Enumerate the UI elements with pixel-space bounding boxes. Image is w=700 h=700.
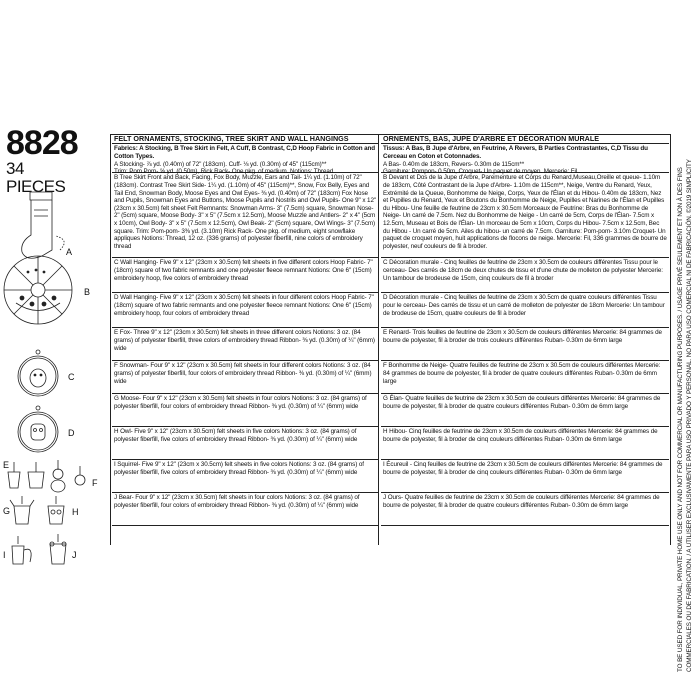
english-fabrics-and-view-a [112,143,378,176]
english-view-e-text: E Fox- Three 9" x 12" (23cm x 30.5cm) felt sheets in three different colors Notions: 3 oz. (84 grams) of polyester fiberfill, three colors of embroidery thread Ribbon- ⅜ yd. (0.30m) of ¼" (6mm) wide [114,329,375,352]
pieces-count: 34 PIECES [6,159,66,196]
french-view-h-text: H Hibou- Cinq feuilles de feutrine de 23cm x 30.5cm de couleurs différentes Mercerie: 84 grammes de bourre de polyester, fil à broder de cinq couleurs différentes Ruban- 0.30m de 6mm large [383,428,658,443]
ornament-e-f-illustration [8,460,85,492]
french-view-b-text: B Devant et Dos de la Jupe d'Arbre, Parementure et Corps du Renard,Museau,Oreille et queue- 1.10m de 183cm, Côté Contrastant de la Jupe d'Arbre- 1.10m de 115cm**, Neige, Ventre du Renard, Yeux, Extrémité de la Queue, Bonhomme de Neige, Corps, Yeux de l'Élan et du Hibou- 0.40m de 183cm, Nez et Pupilles du Renard, Yeux et Boutons du Bonhomme de Neige, Pupilles et Narines de l'Élan et Pupilles du Hibou- Une feuille de feutrine de 23cm x 30.5cm Morceaux de Feutrine: Bras du Bonhomme de Neige- Un carré de 7.5cm. Nez du Bonhomme de Neige - Un carré de 5cm, Corps de l'Élan- 7.5cm x 12.5cm, Museau et Bois de l'Élan- Un morceau de 5cm x 10cm, Corps du Hibou- 7.5cm x 12.5cm, Bec du Hibou - Un carré de 5cm. Ailes du hibou- un carré de 7.5cm. Garniture: Pom-pom- 3.10m Croquet- Un paquet de croquet moyen, huit applications de flocons de neige. Mercerie: Fil, 336 grammes de bourre de polyester, neuf couleurs de fil à broder. [383,174,667,250]
french-view-j [381,492,669,526]
tree-skirt-illustration [4,256,72,324]
english-fabrics-intro: Fabrics: A Stocking, B Tree Skirt in Felt, A Cuff, B Contrast, C,D Hoop Fabric in Cotton and Cotton Types. [114,145,375,160]
english-view-a-trim: Trim: Pom Pom- ⅝ yd. (0.50m), Rick Rack- One pkg. of medium. Notions: Thread [114,168,334,176]
view-letter-i: I [3,550,6,560]
table-right-rule [670,134,671,545]
english-view-a-fabric: A Stocking- ⅞ yd. (0.40m) of 72" (183cm). Cuff- ⅛ yd. (0.30m) of 45" (115cm)** [114,160,327,168]
column-divider [378,134,379,545]
english-view-c [112,257,378,292]
french-view-i-text: I Écureuil - Cinq feuilles de feutrine de 23cm x 30.5cm de couleurs différentes Mercerie: 84 grammes de bourre de polyester, fil à broder de cinq couleurs différentes Ruban- 0.30m de 6mm large [383,461,663,476]
english-view-b [112,172,378,257]
french-fabrics-and-view-a [381,143,669,176]
english-view-h [112,426,378,459]
view-illustrations [0,180,110,600]
english-view-j [112,492,378,526]
french-view-g [381,393,669,426]
french-view-e [381,327,669,360]
french-view-c [381,257,669,292]
english-view-d [112,292,378,327]
view-letter-a: A [66,247,73,257]
english-view-g-text: G Moose- Four 9" x 12" (23cm x 30.5cm) felt sheets in four colors Notions: 3 oz. (84 grams) of polyester fiberfill, four colors of embroidery thread Ribbon- ⅜ yd. (0.30m) of ¼" (6mm) wide [114,395,367,410]
english-view-f [112,360,378,393]
view-letter-b: B [84,287,91,297]
wall-hanging-d-illustration [18,406,58,452]
wall-hanging-c-illustration [18,350,58,396]
french-fabrics-intro: Tissus: A Bas, B Jupe d'Arbre, en Feutrine, A Revers, B Parties Contrastantes, C,D Tissu du Cerceau en Coton et Cotonnades. [383,145,648,160]
english-view-f-text: F Snowman- Four 9" x 12" (23cm x 30.5cm) felt sheets in four different colors Notions: 3 oz. (84 grams) of polyester fiberfill, four colors of embroidery thread Ribbon- ⅜ yd. (0.30m) of ¼" (6mm) wide [114,362,372,385]
english-view-d-text: D Wall Hanging- Five 9" x 12" (23cm x 30.5cm) felt sheets in four different colors Hoop Fabric- 7" (18cm) square of two fabric remnants and one polyester fleece remnant Notions: One 6" (15cm) embroidery hoop, four colors of embroidery thread [114,294,374,317]
english-view-i-text: I Squirrel- Five 9" x 12" (23cm x 30.5cm) felt sheets in five colors Notions: 3 oz. (84 grams) of polyester fiberfill, five colors of embroidery thread Ribbon- ⅜ yd. (0.30m) of ¼" (6mm) wide [114,461,364,476]
table-left-rule [110,134,111,545]
usage-notice-line-1: TO BE USED FOR INDIVIDUAL, PRIVATE HOME USE ONLY AND NOT FOR COMMERCIAL OR MANUFACTURING PURPOSES. / USAGE PRIVÉ SEULEMENT ET NON À DES FINS [677,167,684,672]
usage-notice-line-2: COMMERCIALES OU DE FABRICATION. / A UTILISER EXCLUSIVAMENTE PARA USO PRIVADO Y PERSONAL. NO PARA USO COMERCIAL NI DE FABRICACIÓN. ©2019 SIMPLICITY [686,159,693,672]
french-heading: ORNEMENTS, BAS, JUPE D'ARBRE ET DÉCORATION MURALE [383,134,600,143]
english-heading: FELT ORNAMENTS, STOCKING, TREE SKIRT AND WALL HANGINGS [114,134,349,143]
french-view-e-text: E Renard- Trois feuilles de feutrine de 23cm x 30.5cm de couleurs différentes Mercerie: 84 grammes de bourre de polyester, fil à broder de trois couleurs différentes Ruban- 0.30m de 6mm large [383,329,662,344]
ornament-i-j-illustration [12,534,66,564]
view-letter-g: G [3,506,11,516]
english-view-j-text: J Bear- Four 9" x 12" (23cm x 30.5cm) felt sheets in four colors Notions: 3 oz. (84 grams) of polyester fiberfill, four colors of embroidery thread Ribbon- ⅜ yd. (0.30m) of ¼" (6mm) wide [114,494,360,509]
english-view-h-text: H Owl- Five 9" x 12" (23cm x 30.5cm) felt sheets in five colors Notions: 3 oz. (84 grams) of polyester fiberfill, five colors of embroidery thread Ribbon- ⅜ yd. (0.30m) of ¼" (6mm) wide [114,428,358,443]
french-view-a-trim: Garniture: Pompon- 0.50m, Croquet- Un paquet de moyen. Mercerie: Fil [383,168,578,176]
french-view-j-text: J Ours- Quatre feuilles de feutrine de 23cm x 30.5cm de couleurs différentes Mercerie: 84 grammes de bourre de polyester, fil à broder de quatre couleurs différentes Ruban- 0.30m de 6mm large [383,494,660,509]
french-view-f-text: F Bonhomme de Neige- Quatre feuilles de feutrine de 23cm x 30.5cm de couleurs différentes Mercerie: 84 grammes de bourre de polyester, fil à broder de quatre couleurs différentes Ruban- 0.30m de 6mm large [383,362,661,385]
view-letter-f: F [92,478,98,488]
french-view-h [381,426,669,459]
english-view-c-text: C Wall Hanging- Five 9" x 12" (23cm x 30.5cm) felt sheets in five different colors Hoop Fabric- 7" (18cm) square of two fabric remnants and one polyester fleece remnant Notions: One 6" (15cm) embroidery hoop, five colors of embroidery thread [114,259,373,282]
french-view-b [381,172,669,257]
ornament-g-h-illustration [10,496,64,524]
french-view-i [381,459,669,492]
english-view-b-text: B Tree Skirt Front and Back, Facing, Fox Body, Muzzle, Ears and Tail- 1¼ yd. (1.10m) of 72" (183cm). Contrast Tree Skirt Side- 1¼ yd. (1.10m) of 45" (115cm)**, Snow, Fox Belly, Eyes and Tail End, Snowman Body, Moose Eyes and Owl Eyes- ⅜ yd. (0.40m) of 72" (183cm) Fox Nose and Pupils, Snowman Eyes and Buttons, Moose Pupils and Nostrils and Owl Pupils- One 9" x 12" (23cm x 30.5cm) felt sheet Felt Remnants: Snowman Arms- 3" (7.5cm) square, Snowman Nose- 2" (5cm) square, Moose Body- 3" x 5" (7.5cm x 12.5cm), Moose Muzzle and Antlers- 2" x 4" (5cm x 10cm), Owl Body- 3" x 5" (7.5cm x 12.5cm), Owl Beak- 2" (5cm) square, Owl Wings- 3" (7.5cm) square. Trim: Pom-pom- 3⅜ yd. (3.10m) Rick Rack- One pkg. of medium, eight snowflake appliques Notions: Thread, 12 oz. (336 grams) of polyester fiberfill, nine colors of embroidery thread [114,174,376,250]
english-view-i [112,459,378,492]
view-letter-d: D [68,428,75,438]
english-view-g [112,393,378,426]
view-letter-j: J [72,550,77,560]
view-letter-e: E [3,460,10,470]
french-view-d [381,292,669,327]
stocking-illustration [22,192,64,258]
french-view-f [381,360,669,393]
english-yardage-column [112,134,378,526]
view-letter-h: H [72,507,79,517]
pattern-number: 8828 [6,124,78,162]
french-view-d-text: D Décoration murale - Cinq feuilles de feutrine de 23cm x 30.5cm de quatre couleurs différentes Tissu pour le cerceau- Des carrés de tissu et un carré de molleton de polyester de 18cm Mercerie: Un tambour de brodeuse de 15cm, quatre couleurs de fil à broder [383,294,665,317]
french-yardage-column [381,134,669,526]
english-view-e [112,327,378,360]
french-view-a-fabric: A Bas- 0.40m de 183cm, Revers- 0.30m de 115cm** [383,160,525,168]
french-view-g-text: G Élan- Quatre feuilles de feutrine de 23cm x 30.5cm de couleurs différentes Mercerie: 84 grammes de bourre de polyester, fil à broder de quatre couleurs différentes Ruban- 0.30m de 6mm large [383,395,661,410]
view-letter-c: C [68,372,75,382]
french-view-c-text: C Décoration murale - Cinq feuilles de feutrine de 23cm x 30.5cm de couleurs différentes Tissu pour le cerceau- Des carrés de 18cm de deux chutes de tissu et d'une chute de molleton de polyester Mercerie: Un tambour de brodeuse de 15cm, cinq couleurs de fil à broder [383,259,663,282]
